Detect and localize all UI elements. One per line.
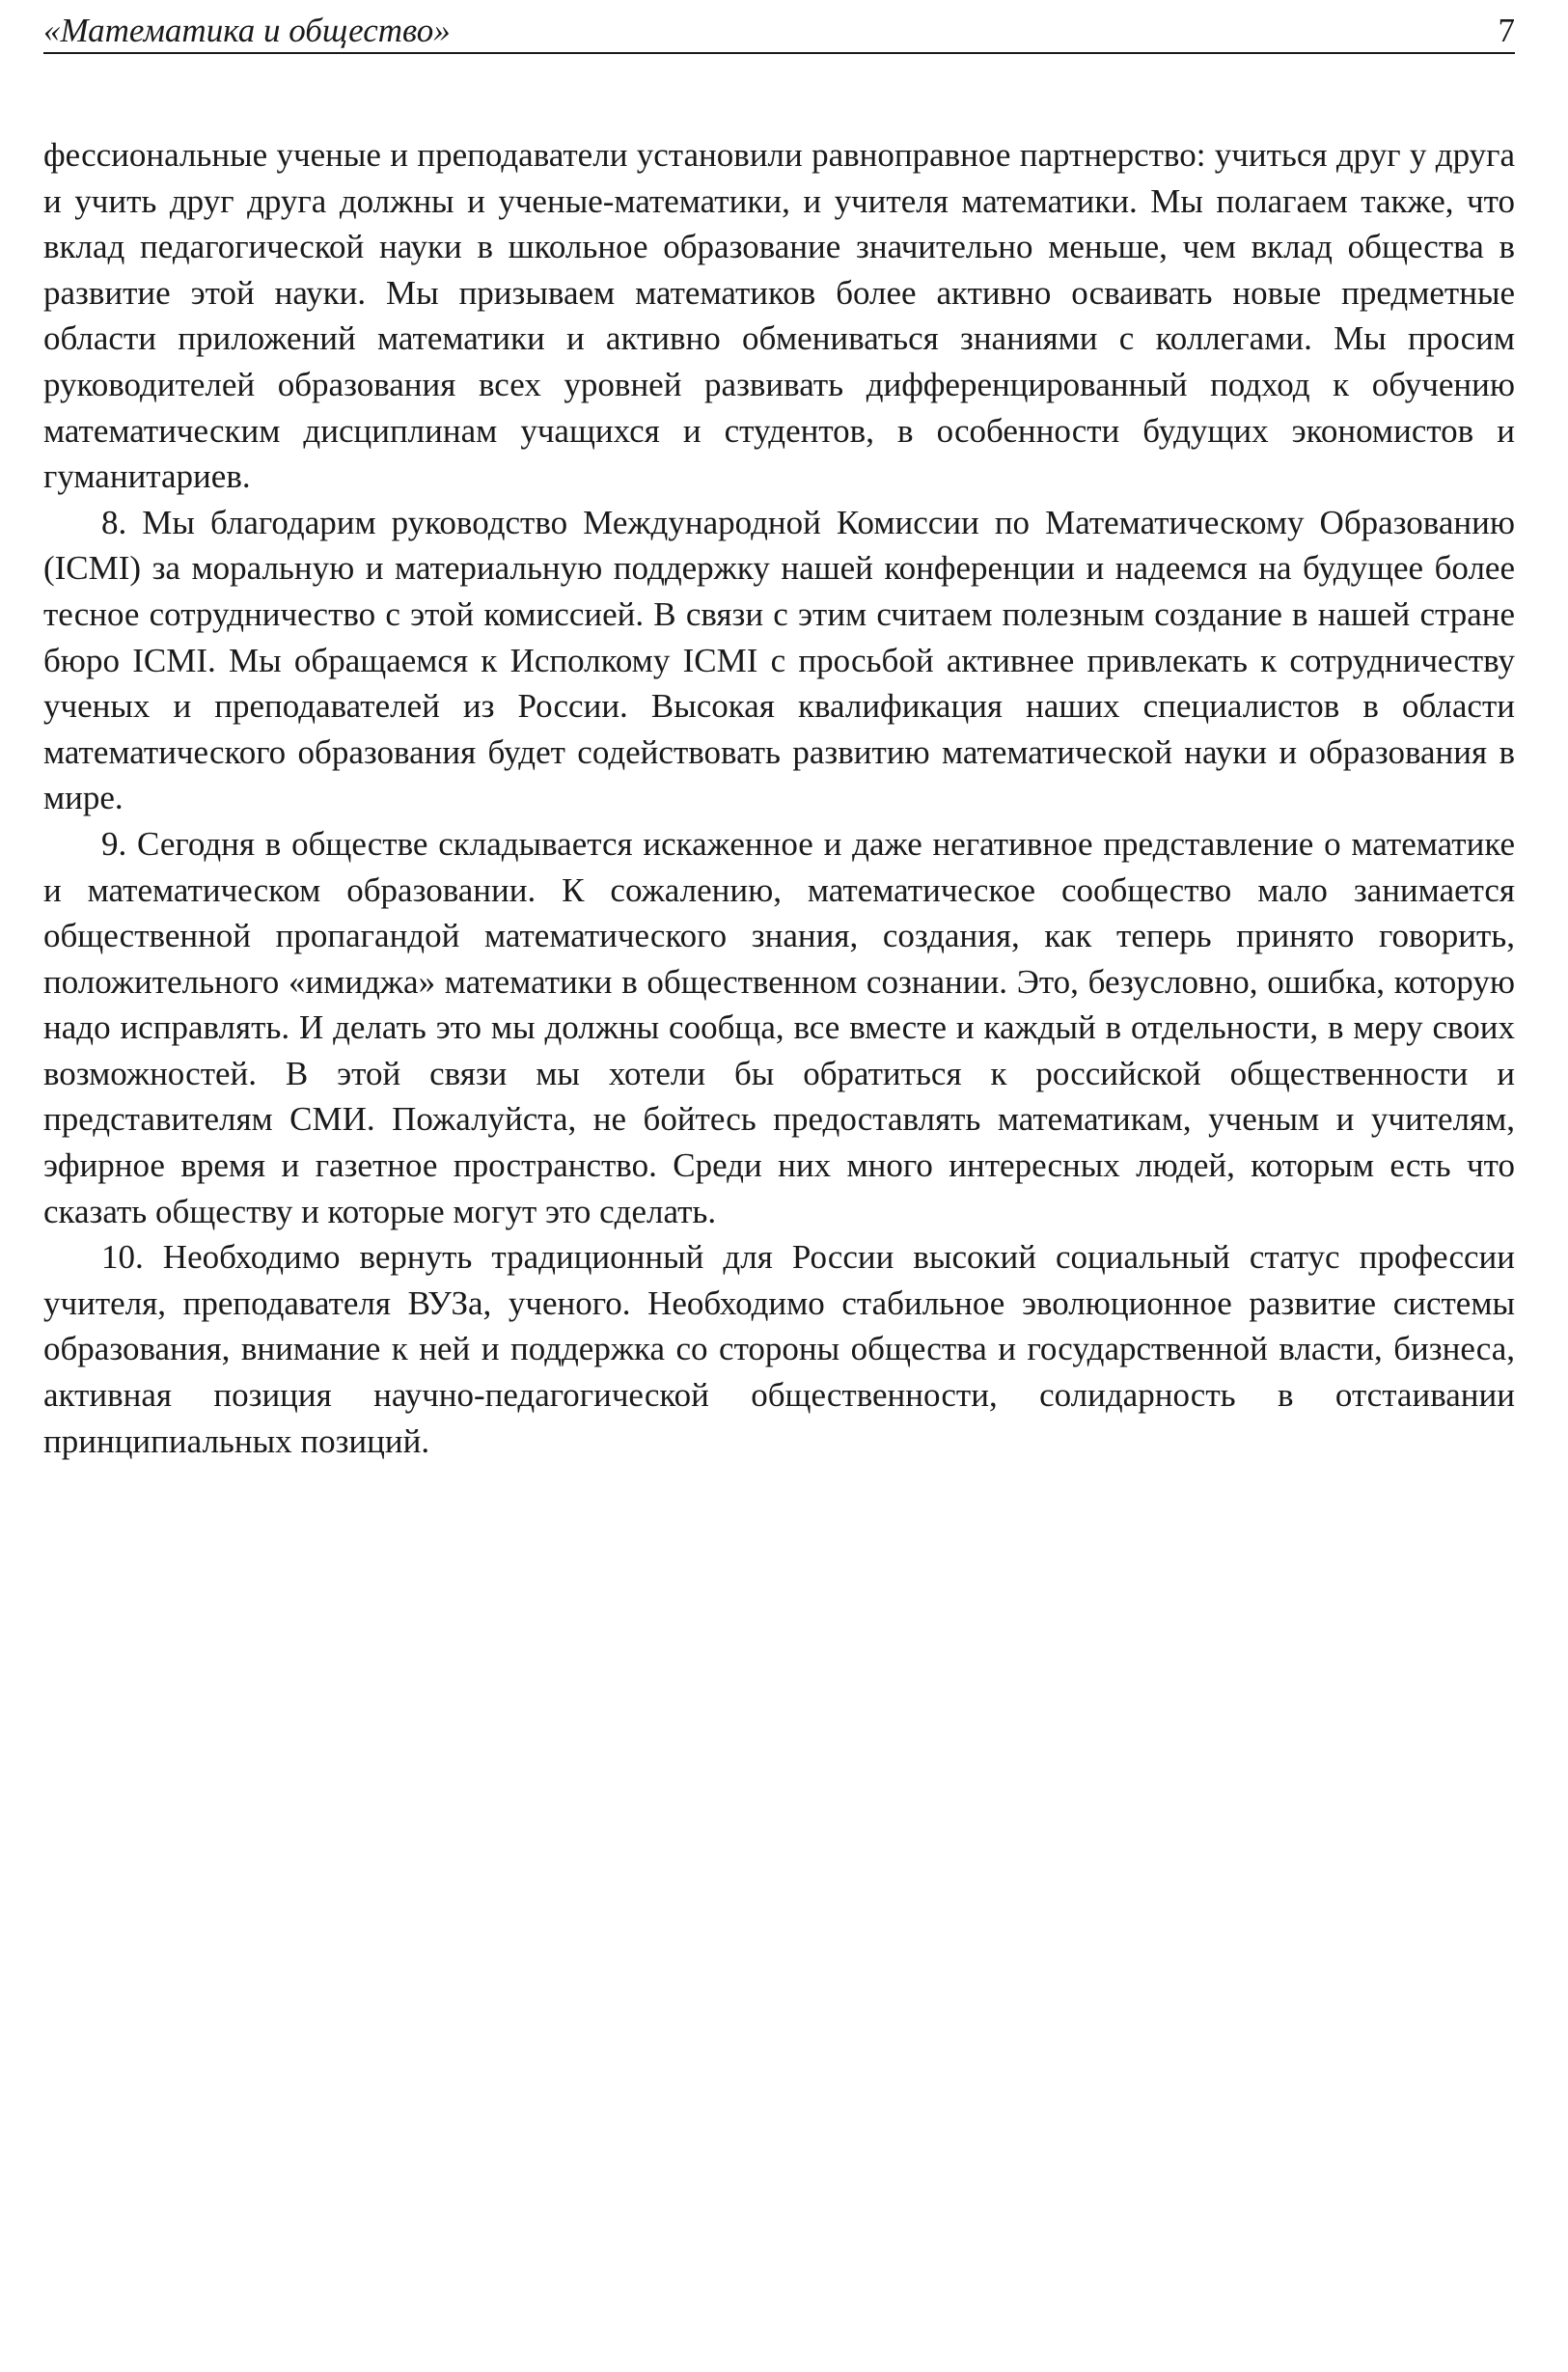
- body-text: [43, 132, 1515, 1464]
- paragraph-item-8: 8. Мы благодарим руководство Международной Комиссии по Математическому Образованию (ICMI) за моральную и материальную поддержку нашей конференции и надеемся на будущее более тесное сотрудничество с этой комиссией. В связи с этим считаем полезным создание в нашей стране бюро ICMI. Мы обращаемся к Исполкому ICMI с просьбой активнее привлекать к сотрудничеству ученых и преподавателей из России. Высокая квалификация наших специалистов в области математического образования будет содействовать развитию математической науки и образования в мире.: [43, 503, 1515, 817]
- page-number: 7: [1498, 12, 1515, 49]
- paragraph-item-9: 9. Сегодня в обществе складывается искаженное и даже негативное представление о математике и математическом образовании. К сожалению, математическое сообщество мало занимается общественной пропагандой математического знания, создания, как теперь принято говорить, положительного «имиджа» математики в общественном сознании. Это, безусловно, ошибка, которую надо исправлять. И делать это мы должны сообща, все вместе и каждый в отдельности, в меру своих возможностей. В этой связи мы хотели бы обратиться к российской общественности и представителям СМИ. Пожалуйста, не бойтесь предоставлять математикам, ученым и учителям, эфирное время и газетное пространство. Среди них много интересных людей, которым есть что сказать обществу и которые могут это сделать.: [43, 824, 1515, 1230]
- running-title: «Математика и общество»: [43, 12, 451, 49]
- paragraph-item-10: 10. Необходимо вернуть традиционный для России высокий социальный статус профессии учителя, преподавателя ВУЗа, ученого. Необходимо стабильное эволюционное развитие системы образования, внимание к ней и поддержка со стороны общества и государственной власти, бизнеса, активная позиция научно-педагогической общественности, солидарность в отстаивании принципиальных позиций.: [43, 1238, 1515, 1460]
- paragraph-continued: фессиональные ученые и преподаватели установили равноправное партнерство: учиться друг у друга и учить друг друга должны и ученые-математики, и учителя математики. Мы полагаем также, что вклад педагогической науки в школьное образование значительно меньше, чем вклад общества в развитие этой науки. Мы призываем математиков более активно осваивать новые предметные области приложений математики и активно обмениваться знаниями с коллегами. Мы просим руководителей образования всех уровней развивать дифференцированный подход к обучению математическим дисциплинам учащихся и студентов, в особенности будущих экономистов и гуманитариев.: [43, 136, 1515, 496]
- running-header: [43, 10, 1515, 54]
